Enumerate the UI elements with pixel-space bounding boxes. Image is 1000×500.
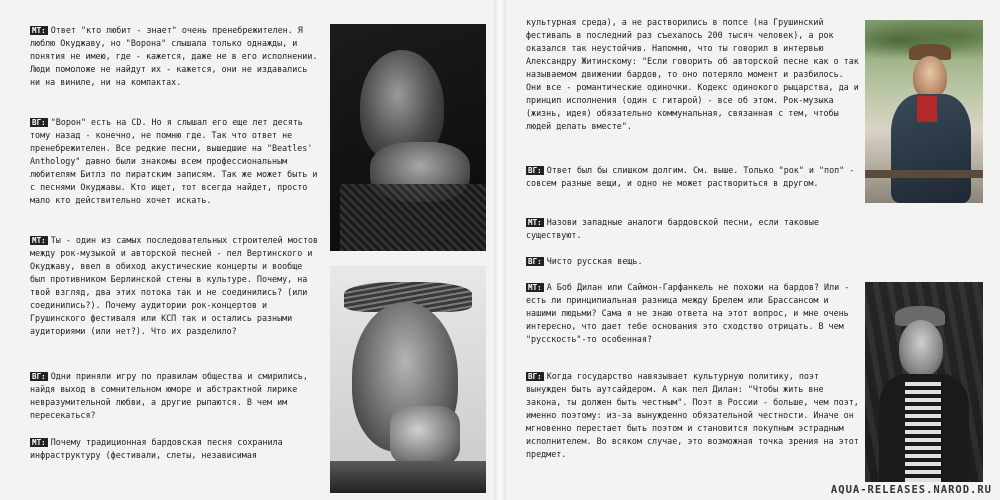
speaker-tag: ВГ: xyxy=(528,166,542,175)
speaker-tag: МТ: xyxy=(32,438,46,447)
right-paragraph-1: культурная среда), а не растворились в попсе (на Грушинский фестиваль в последний раз съехалось 200 тысяч человек), а рок оказался так неустойчив. Напомню, что ты говорил в интервью Александру Житинскому: "Если говорить об авторской песне как о так называемом движении бардов, то оно потеряло момент и разбилось. Они все - романтические одиночки. Кодекс одинокого рыцарства, да и принцип исполнения (один с гитарой) - все об этом. Рок-музыка (жизнь, идея) обязательно коммунальная, связанная с тем, чтобы людей делать вместе". xyxy=(526,17,859,131)
left-paragraph-1: МТ: Ответ "кто любит - знает" очень пренебрежителен. Я люблю Окуджаву, но "Ворона" слышала только однажды, и понятия не имею, где - кажется, даже не в его исполнении. Люди помоложе не найдут их - кажется, они не издавались ни на виниле, ни на компактах. xyxy=(30,25,318,87)
book-gutter xyxy=(494,0,506,500)
speaker-tag: МТ: xyxy=(528,283,542,292)
speaker-tag: МТ: xyxy=(32,236,46,245)
speaker-tag: ВГ: xyxy=(32,118,46,127)
speaker-tag: ВГ: xyxy=(528,372,542,381)
portrait-photo-park xyxy=(865,20,983,203)
portrait-photo-bottom xyxy=(330,266,486,493)
right-paragraph-6: ВГ: Когда государство навязывает культурную политику, поэт вынужден быть аутсайдером. А как пел Дилан: "Чтобы жить вне закона, ты должен быть честным". Поэт в России - больше, чем поэт, именно поэтому: из-за вынужденно обязательной честности. Иначе он мгновенно перестает быть поэтом и становится покупным эстрадным исполнителем. Во всяком случае, это возможная точка зрения на этот предмет. xyxy=(526,371,859,459)
watermark: AQUA-RELEASES.NAROD.RU xyxy=(830,484,992,496)
right-paragraph-5: МТ: А Боб Дилан или Саймон-Гарфанкель не похожи на бардов? Или - есть ли принципиальная разница между Брелем или Брассансом и нашими людьми? Сама я не знаю ответа на этот вопрос, и мне очень интересно, что дает тебе основания это сходство отрицать. В чем "русскость"-то особенная? xyxy=(526,282,850,344)
left-paragraph-2: ВГ: "Ворон" есть на CD. Но я слышал его еще лет десять тому назад - конечно, не помню где. Так что ответ не пренебрежителен. Все редкие песни, вышедшие на "Beatles' Anthology" давно были знакомы всем профессиональным любителям Битлз по пиратским записям. Так же может быть и с песнями Окуджавы. Кто ищет, тот всегда найдет, просто мало кто действительно хочет искать. xyxy=(30,117,318,205)
left-paragraph-5: МТ: Почему традиционная бардовская песня сохранила инфраструктуру (фестивали, слеты, независимая xyxy=(30,437,283,460)
left-paragraph-4: ВГ: Одни приняли игру по правилам общества и смирились, найдя выход в сомнительном юморе и абстрактной лирике невразумительной любви, а другие рыпаются. В чем им пересекаться? xyxy=(30,371,308,420)
speaker-tag: ВГ: xyxy=(528,257,542,266)
right-paragraph-3: МТ: Назови западные аналоги бардовской песни, если таковые существуют. xyxy=(526,217,819,240)
right-paragraph-4: ВГ: Чисто русская вещь. xyxy=(528,256,643,266)
left-paragraph-3: МТ: Ты - один из самых последовательных строителей мостов между рок-музыкой и авторской песней - пел Вертинского и Окуджаву, ввел в обиход акустические концерты и вообще был противником Берлинской стены в культуре. Почему, на твой взгляд, два этих потока так и не соединились? (или соединились?). Почему аудитории рок-концертов и Грушинского фестиваля или КСП так и остались разными аудиториями (или нет?). Что их разделило? xyxy=(30,235,318,336)
portrait-photo-top xyxy=(330,24,486,251)
speaker-tag: МТ: xyxy=(32,26,46,35)
right-page xyxy=(506,0,1000,500)
portrait-photo-striped-shirt xyxy=(865,282,983,482)
right-paragraph-2: ВГ: Ответ был бы слишком долгим. См. выше. Только "рок" и "поп" - совсем разные вещи, и одно не может раствориться в другом. xyxy=(526,165,855,188)
left-page xyxy=(0,0,494,500)
speaker-tag: МТ: xyxy=(528,218,542,227)
speaker-tag: ВГ: xyxy=(32,372,46,381)
